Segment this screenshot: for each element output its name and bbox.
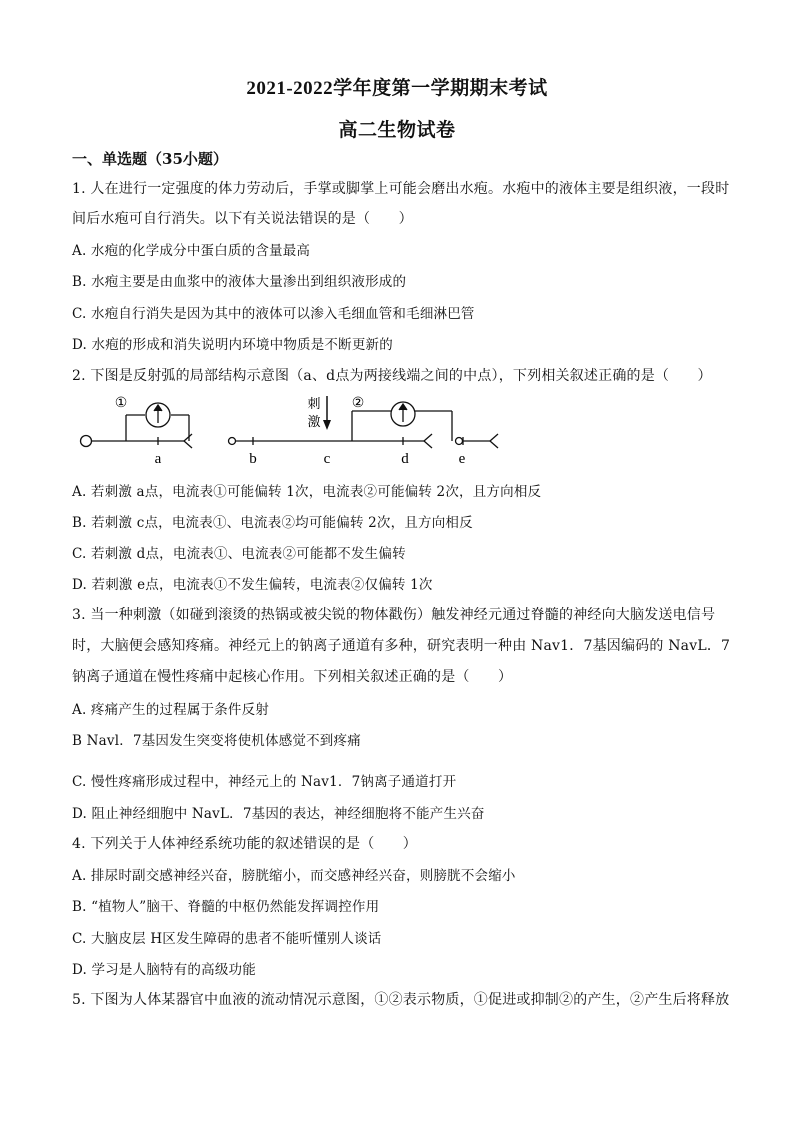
q3-stem-line1: 3. 当一种刺激（如碰到滚烫的热锅或被尖锐的物体戳伤）触发神经元通过脊髓的神经向大脑发送电信号 [72,607,716,623]
stimulus-label-1: 刺 [307,396,321,411]
q2-option-a: A. 若刺激 a点，电流表①可能偏转 1次，电流表②可能偏转 2次，且方向相反 [72,484,542,500]
meter-2-label: ② [351,396,365,411]
neuron-1 [81,434,193,448]
stimulus-arrow [323,396,331,430]
q4-option-c: C. 大脑皮层 H区发生障碍的患者不能听懂别人谈话 [72,931,382,947]
neuron-2 [229,434,433,448]
reflex-arc-diagram [72,390,512,470]
q1-stem-line2: 间后水疱可自行消失。以下有关说法错误的是（ ） [72,211,413,227]
q3-stem-line3: 钠离子通道在慢性疼痛中起核心作用。下列相关叙述正确的是（ ） [72,669,513,685]
q3-option-b: B Navl．7基因发生突变将使机体感觉不到疼痛 [72,733,361,749]
q1-option-a: A. 水疱的化学成分中蛋白质的含量最高 [72,243,311,259]
section-heading: 一、单选题（35小题） [72,150,228,168]
exam-title: 2021-2022学年度第一学期期末考试 [246,78,548,99]
point-d-label: d [401,451,409,467]
galvanometer-2 [352,402,452,441]
stimulus-label-2: 激 [307,414,321,429]
point-a-label: a [154,451,162,467]
q5-stem-line1: 5. 下图为人体某器官中血液的流动情况示意图，①②表示物质，①促进或抑制②的产生，②产生后将释放 [72,992,730,1008]
q1-option-b: B. 水疱主要是由血浆中的液体大量渗出到组织液形成的 [72,274,407,290]
q2-option-c: C. 若刺激 d点，电流表①、电流表②可能都不发生偏转 [72,546,406,562]
q2-option-b: B. 若刺激 c点，电流表①、电流表②均可能偏转 2次，且方向相反 [72,515,473,531]
q3-option-d: D. 阻止神经细胞中 NavL．7基因的表达，神经细胞将不能产生兴奋 [72,806,485,822]
q4-stem: 4. 下列关于人体神经系统功能的叙述错误的是（ ） [72,836,418,852]
q4-option-b: B. “植物人”脑干、脊髓的中枢仍然能发挥调控作用 [72,899,380,915]
q3-option-c: C. 慢性疼痛形成过程中，神经元上的 Nav1．7钠离子通道打开 [72,774,457,790]
neuron-3 [456,434,499,448]
point-c-label: c [323,451,331,467]
q1-option-c: C. 水疱自行消失是因为其中的液体可以渗入毛细血管和毛细淋巴管 [72,306,475,322]
galvanometer-1 [126,403,189,441]
point-b-label: b [249,451,257,467]
q2-stem: 2. 下图是反射弧的局部结构示意图（a、d点为两接线端之间的中点），下列相关叙述正确的是（ ） [72,368,712,384]
point-e-label: e [458,451,466,467]
exam-subtitle: 高二生物试卷 [338,120,456,141]
q2-option-d: D. 若刺激 e点，电流表①不发生偏转，电流表②仅偏转 1次 [72,577,433,593]
q3-stem-line2: 时，大脑便会感知疼痛。神经元上的钠离子通道有多种，研究表明一种由 Nav1．7基因编码的 NavL．7 [72,638,731,654]
q1-option-d: D. 水疱的形成和消失说明内环境中物质是不断更新的 [72,337,393,353]
q3-option-a: A. 疼痛产生的过程属于条件反射 [72,702,270,718]
q4-option-d: D. 学习是人脑特有的高级功能 [72,962,256,978]
meter-1-label: ① [114,396,128,411]
q4-option-a: A. 排尿时副交感神经兴奋，膀胱缩小，而交感神经兴奋，则膀胱不会缩小 [72,868,516,884]
q1-stem-line1: 1. 人在进行一定强度的体力劳动后，手掌或脚掌上可能会磨出水疱。水疱中的液体主要是组织液，一段时 [72,181,730,197]
